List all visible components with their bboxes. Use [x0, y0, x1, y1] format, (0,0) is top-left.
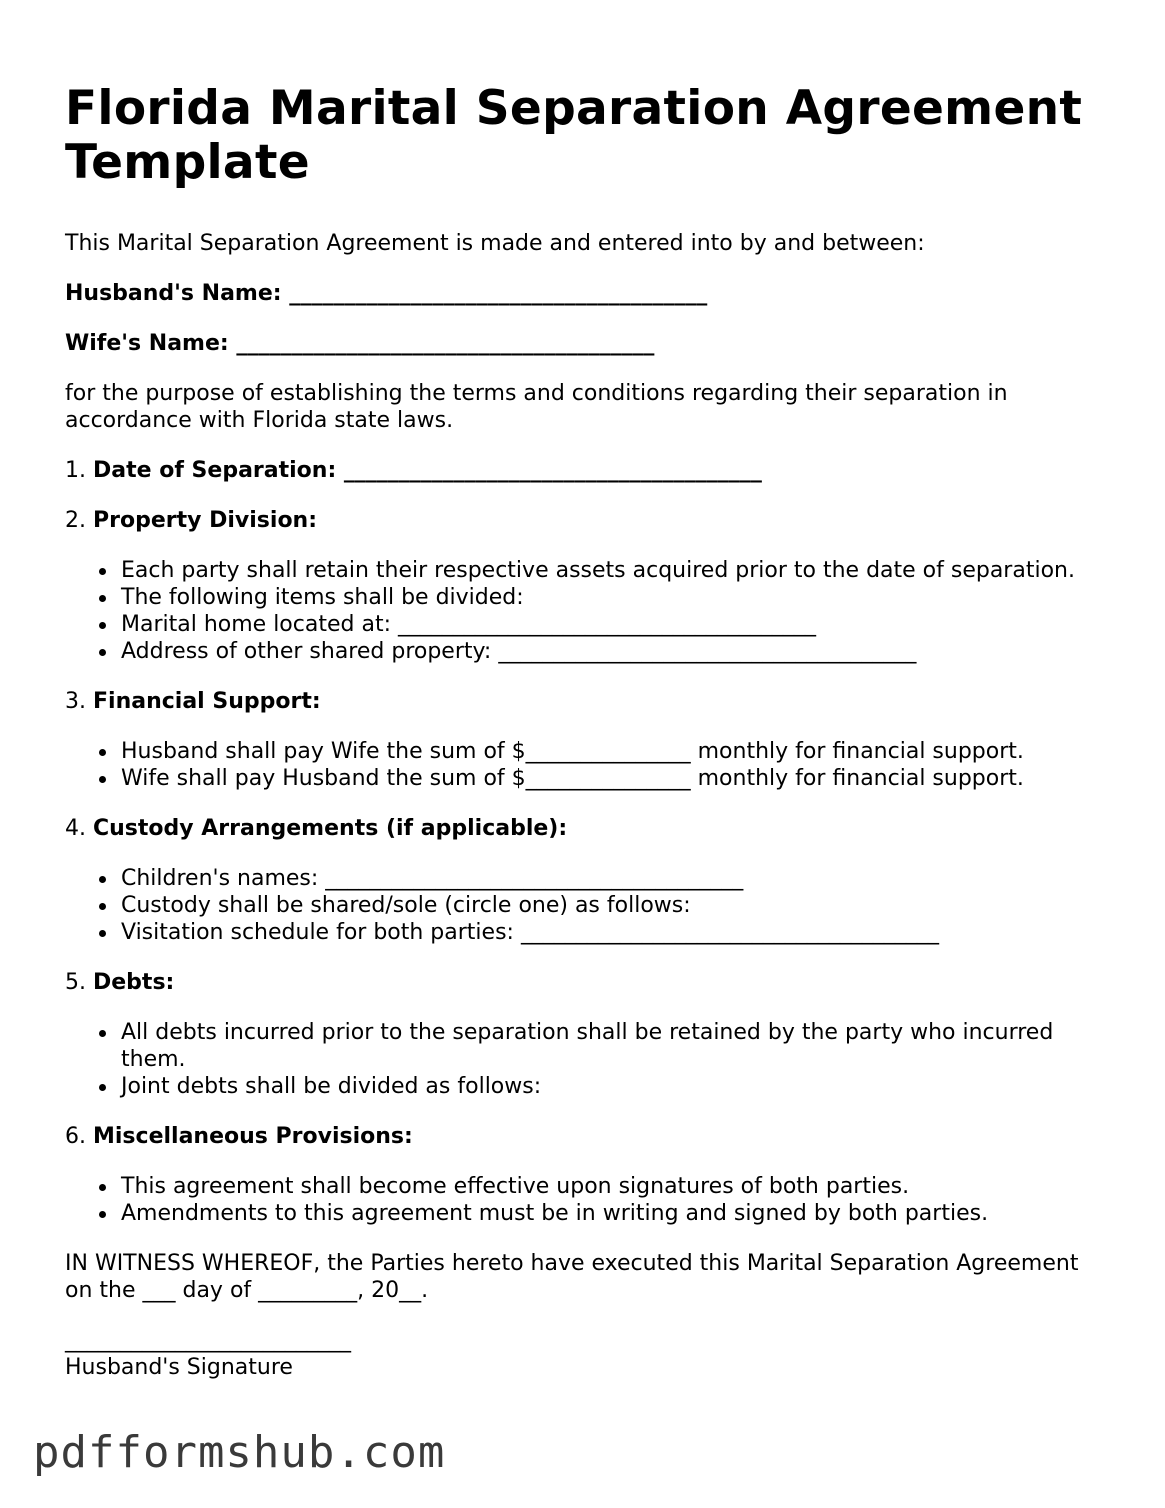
bullet-list [65, 557, 1105, 665]
section-number: 2. [65, 508, 86, 533]
witness-clause: IN WITNESS WHEREOF, the Parties hereto have executed this Marital Separation Agreement on the ___ day of _________, 20__. [65, 1251, 1079, 1303]
document-title: Florida Marital Separation Agreement Template [65, 81, 1083, 190]
list-item: This agreement shall become effective upon signatures of both parties. [121, 1173, 1105, 1200]
list-item: Address of other shared property: ______________________________________ [121, 638, 1105, 665]
section-title: Miscellaneous Provisions: [93, 1124, 413, 1149]
husband-name-field: Husband's Name: ______________________________________ [65, 281, 708, 306]
list-item: Joint debts shall be divided as follows: [121, 1073, 1105, 1100]
list-item: Children's names: ______________________________________ [121, 865, 1105, 892]
bullet-list [65, 738, 1105, 792]
section-heading [65, 815, 1105, 842]
intro-text: This Marital Separation Agreement is made and entered into by and between: [65, 231, 925, 256]
signature-line: __________________________ [65, 1328, 351, 1353]
list-item: Visitation schedule for both parties: ______________________________________ [121, 919, 1105, 946]
bullet-list [65, 1019, 1105, 1100]
bullet-list [65, 1173, 1105, 1227]
document-page [65, 82, 1105, 1381]
section-heading [65, 457, 1105, 484]
section-title: Date of Separation: ______________________________________ [93, 458, 762, 483]
section-number: 1. [65, 458, 86, 483]
section-title: Property Division: [93, 508, 318, 533]
list-item: Custody shall be shared/sole (circle one) as follows: [121, 892, 1105, 919]
list-item: Husband shall pay Wife the sum of $_______________ monthly for financial support. [121, 738, 1105, 765]
sections-list [65, 457, 1105, 1227]
purpose-text: for the purpose of establishing the terms and conditions regarding their separation in accordance with Florida state laws. [65, 381, 1008, 433]
section-number: 3. [65, 689, 86, 714]
section-title: Financial Support: [93, 689, 321, 714]
list-item: Each party shall retain their respective assets acquired prior to the date of separation. [121, 557, 1105, 584]
section-number: 5. [65, 970, 86, 995]
bullet-list [65, 865, 1105, 946]
list-item: The following items shall be divided: [121, 584, 1105, 611]
watermark-logo: pdfformshub.com [33, 1427, 446, 1478]
section-heading [65, 1123, 1105, 1150]
section-title: Debts: [93, 970, 175, 995]
list-item: All debts incurred prior to the separation shall be retained by the party who incurred them. [121, 1019, 1105, 1073]
section-number: 6. [65, 1124, 86, 1149]
wife-name-field: Wife's Name: ______________________________________ [65, 331, 655, 356]
section-heading [65, 969, 1105, 996]
section-title: Custody Arrangements (if applicable): [93, 816, 568, 841]
section-heading [65, 507, 1105, 534]
list-item: Amendments to this agreement must be in writing and signed by both parties. [121, 1200, 1105, 1227]
list-item: Wife shall pay Husband the sum of $_______________ monthly for financial support. [121, 765, 1105, 792]
signature-label: Husband's Signature [65, 1355, 293, 1380]
section-heading [65, 688, 1105, 715]
section-number: 4. [65, 816, 86, 841]
list-item: Marital home located at: ______________________________________ [121, 611, 1105, 638]
